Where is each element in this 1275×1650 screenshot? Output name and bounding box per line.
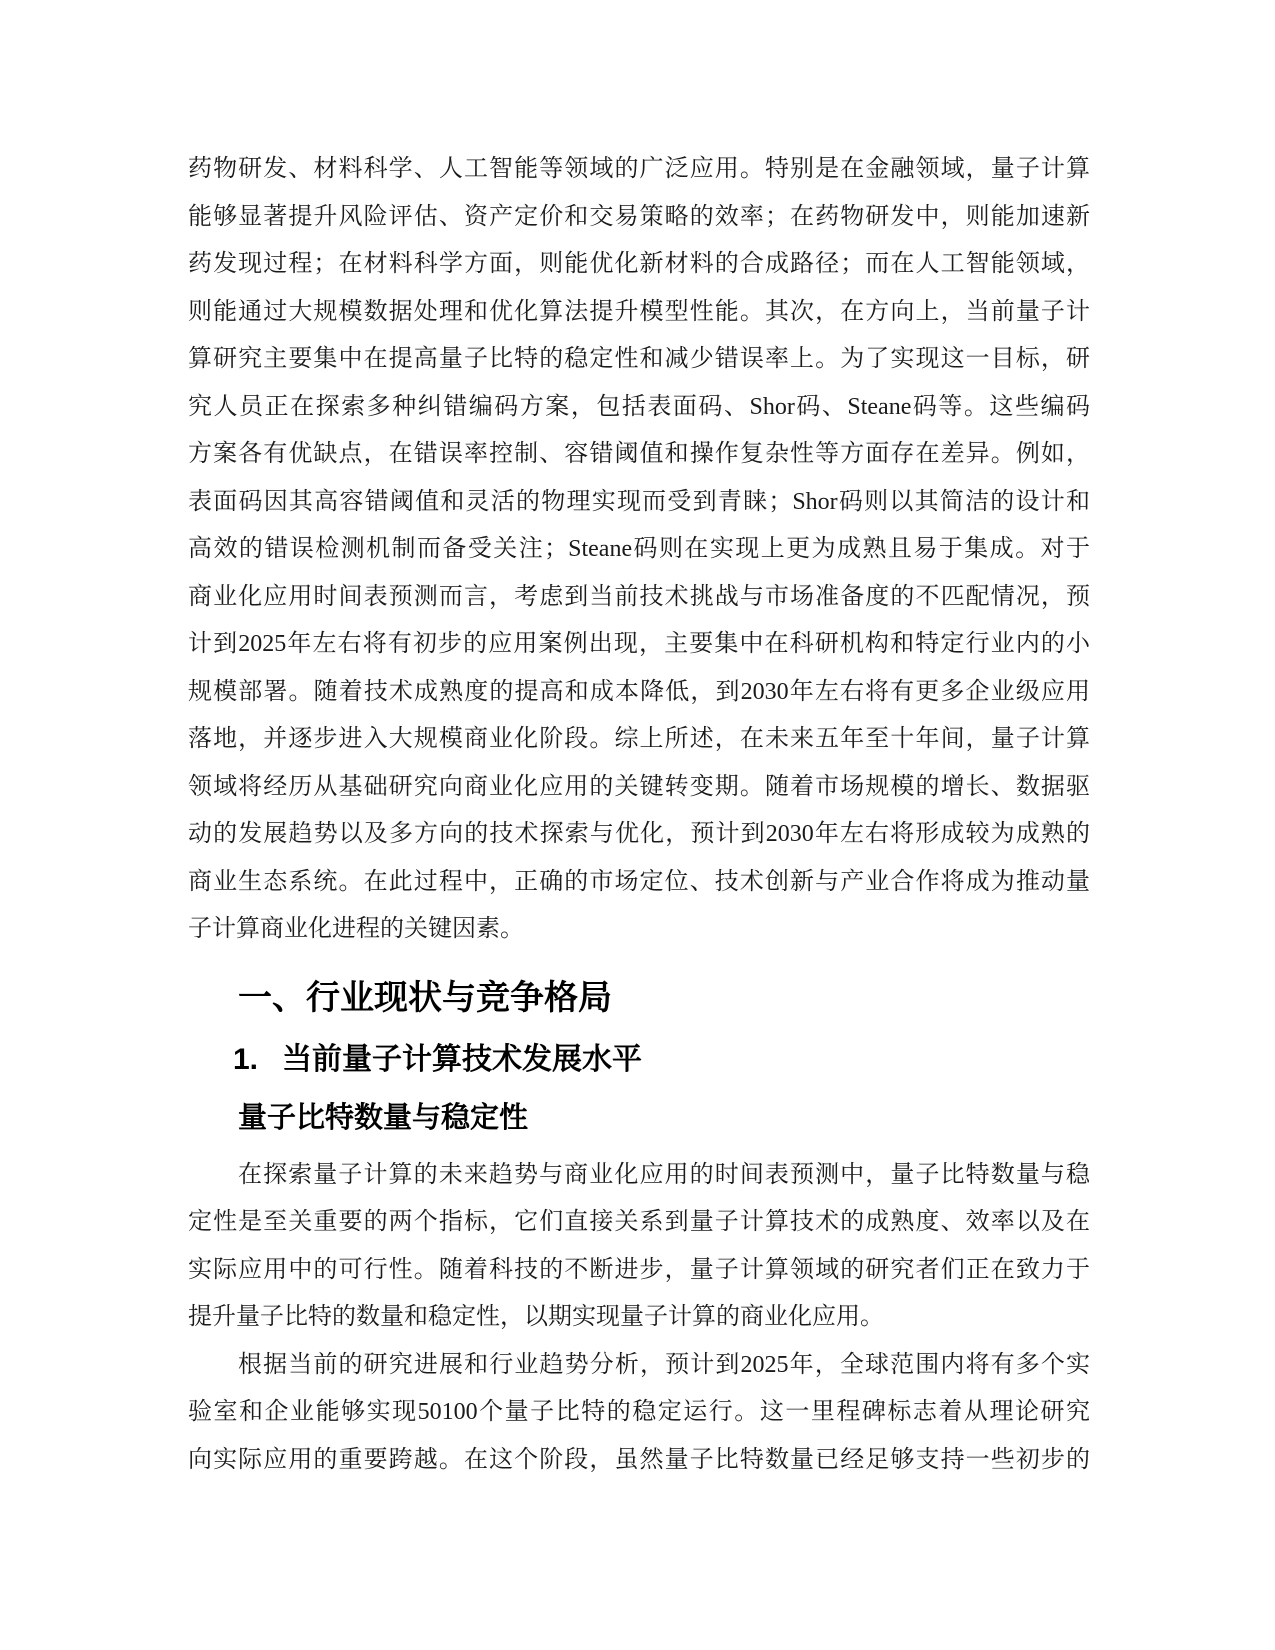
text-line: 则能通过大规模数据处理和优化算法提升模型性能。其次，在方向上，当前量子计 [188,298,1090,325]
text-line: 领域将经历从基础研究向商业化应用的关键转变期。随着市场规模的增长、数据驱 [188,773,1090,800]
text-line: 药物研发、材料科学、人工智能等领域的广泛应用。特别是在金融领域，量子计算 [188,156,1090,182]
paragraph [188,1152,1090,1342]
paragraph [188,146,1090,954]
text-line: 究人员正在探索多种纠错编码方案，包括表面码、Shor码、Steane码等。这些编码 [188,393,1090,420]
section-heading-level2 [188,1039,1090,1081]
heading-text: 当前量子计算技术发展水平 [282,1042,642,1076]
text-line: 落地，并逐步进入大规模商业化阶段。综上所述，在未来五年至十年间，量子计算 [188,726,1090,752]
section-heading-level1 [188,976,1090,1020]
section-heading-level3 [188,1097,1090,1139]
text-line: 能够显著提升风险评估、资产定价和交易策略的效率；在药物研发中，则能加速新 [188,203,1090,230]
text-line: 高效的错误检测机制而备受关注；Steane码则在实现上更为成熟且易于集成。对于 [188,536,1090,562]
text-line: 根据当前的研究进展和行业趋势分析，预计到2025年，全球范围内将有多个实 [238,1351,1090,1378]
text-line: 商业生态系统。在此过程中，正确的市场定位、技术创新与产业合作将成为推动量 [188,868,1090,895]
text-line: 在探索量子计算的未来趋势与商业化应用的时间表预测中，量子比特数量与稳 [238,1161,1090,1188]
text-line: 算研究主要集中在提高量子比特的稳定性和减少错误率上。为了实现这一目标，研 [188,346,1090,372]
text-line: 动的发展趋势以及多方向的技术探索与优化，预计到2030年左右将形成较为成熟的 [188,821,1090,847]
text-line: 方案各有优缺点，在错误率控制、容错阈值和操作复杂性等方面存在差异。例如， [188,441,1090,467]
text-line: 表面码因其高容错阈值和灵活的物理实现而受到青睐；Shor码则以其简洁的设计和 [188,488,1090,515]
text-line: 定性是至关重要的两个指标，它们直接关系到量子计算技术的成熟度、效率以及在 [188,1209,1090,1235]
text-line: 规模部署。随着技术成熟度的提高和成本降低，到2030年左右将有更多企业级应用 [188,678,1090,705]
text-column [188,146,1090,1484]
text-line: 子计算商业化进程的关键因素。 [188,916,524,942]
text-line: 药发现过程；在材料科学方面，则能优化新材料的合成路径；而在人工智能领域， [188,251,1090,277]
heading-text: 一、行业现状与竞争格局 [238,978,612,1017]
paragraph [188,1342,1090,1485]
text-line: 商业化应用时间表预测而言，考虑到当前技术挑战与市场准备度的不匹配情况，预 [188,583,1090,610]
heading-number: 1. [233,1042,259,1076]
text-line: 实际应用中的可行性。随着科技的不断进步，量子计算领域的研究者们正在致力于 [188,1256,1090,1283]
text-line: 计到2025年左右将有初步的应用案例出现，主要集中在科研机构和特定行业内的小 [188,631,1090,657]
heading-text: 量子比特数量与稳定性 [238,1101,529,1134]
text-line: 提升量子比特的数量和稳定性，以期实现量子计算的商业化应用。 [188,1304,884,1330]
text-line: 验室和企业能够实现50100个量子比特的稳定运行。这一里程碑标志着从理论研究 [188,1399,1090,1425]
text-line: 向实际应用的重要跨越。在这个阶段，虽然量子比特数量已经足够支持一些初步的 [188,1446,1090,1473]
